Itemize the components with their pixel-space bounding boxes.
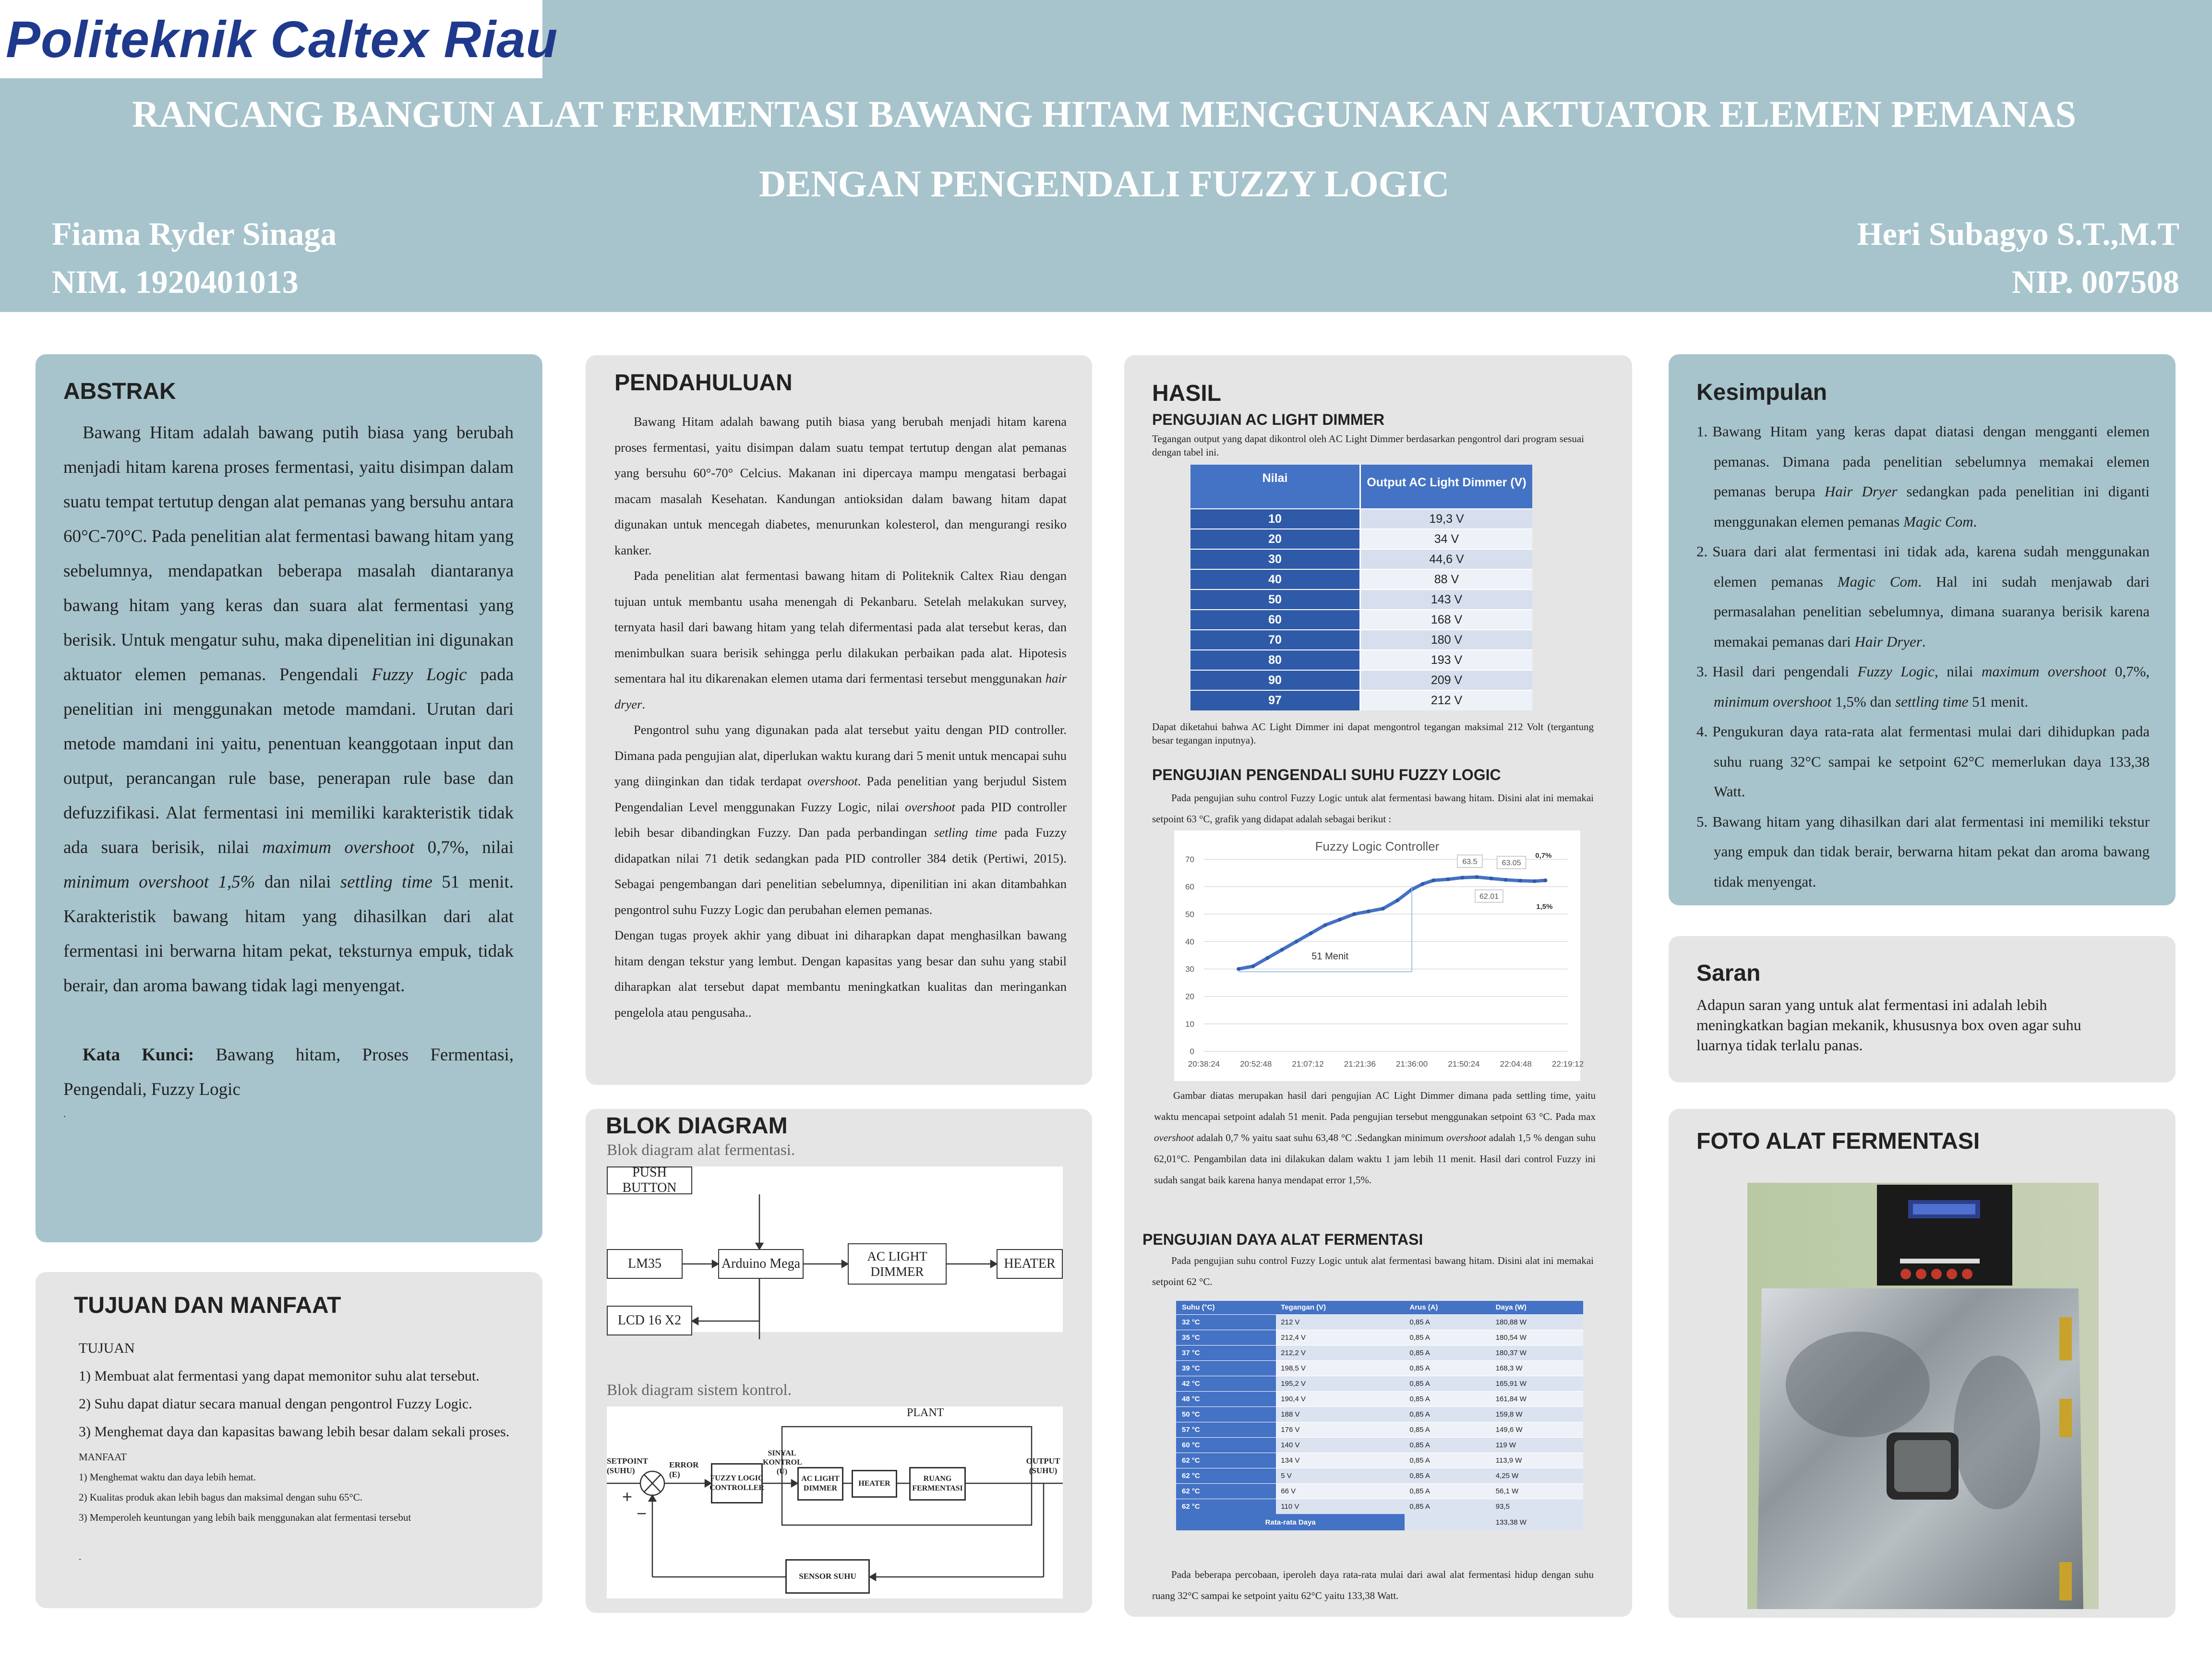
kesimpulan-item: 5. Bawang hitam yang dihasilkan dari alat fermentasi ini memiliki tekstur yang empuk dan tidak berair, berwarna hitam pekat dan aroma bawang tidak menyengat. (1696, 813, 2150, 890)
dimmer-value-cell: 30 (1190, 549, 1360, 569)
data-point (1395, 899, 1399, 902)
hasil-heading: HASIL (1152, 381, 1221, 406)
x-tick-label: 21:50:24 (1448, 1059, 1480, 1069)
manfaat-item: 1) Menghemat waktu dan daya lebih hemat. (79, 1471, 256, 1483)
daya-table-row (1176, 1391, 1583, 1407)
daya-table-cell: 113,9 W (1491, 1453, 1583, 1468)
dimmer-table-row (1190, 509, 1532, 529)
daya-table-cell: 212,4 V (1276, 1330, 1405, 1345)
y-tick-label: 20 (1185, 992, 1194, 1001)
daya-table-row (1176, 1422, 1583, 1437)
daya-table-cell: 0,85 A (1405, 1422, 1491, 1437)
control-dimmer-block: AC LIGHT DIMMER (797, 1467, 843, 1501)
dimmer-value-cell: 70 (1190, 630, 1360, 650)
fuzzy-controller-block: FUZZY LOGIC CONTROLLER (711, 1463, 763, 1503)
hasil-subheading-dimmer: PENGUJIAN AC LIGHT DIMMER (1152, 411, 1385, 428)
kesimpulan-list (1696, 417, 2150, 897)
heater-block: HEATER (997, 1249, 1063, 1279)
daya-table-cell: 35 °C (1176, 1330, 1276, 1345)
foto-panel (1669, 1109, 2176, 1618)
kesimpulan-item: 2. Suara dari alat fermentasi ini tidak ada, karena sudah menggunakan elemen pemanas Magic Com. Hal ini sudah menjawab dari permasalahan penelitian sebelumnya, dimana suaranya berisik karena memakai pemanas dari Hair Dryer. (1696, 543, 2150, 650)
saran-heading: Saran (1696, 961, 1761, 986)
data-point (1446, 878, 1450, 881)
max-overshoot-label: 0,7% (1535, 852, 1552, 860)
sinyal-kontrol-label: SINYAL KONTROL (U) (763, 1449, 802, 1476)
daya-note: Pada beberapa percobaan, iperoleh daya rata-rata mulai dari awal alat fermentasi hidup dengan suhu ruang 32°C sampai ke setpoint yaitu 62°C yaitu 133,38 Watt. (1152, 1569, 1594, 1601)
y-tick-label: 70 (1185, 855, 1194, 864)
daya-table-cell: 0,85 A (1405, 1437, 1491, 1453)
daya-table-row (1176, 1437, 1583, 1453)
dimmer-table-row (1190, 690, 1532, 710)
min-overshoot-label: 1,5% (1536, 902, 1553, 911)
x-tick-label: 21:07:12 (1292, 1059, 1324, 1069)
data-point (1460, 876, 1464, 879)
daya-table-header: Suhu (°C) (1176, 1301, 1276, 1314)
daya-table-cell: 190,4 V (1276, 1391, 1405, 1407)
blok-diagram-heading: BLOK DIAGRAM (606, 1113, 788, 1139)
daya-table-row (1176, 1499, 1583, 1514)
dimmer-table (1190, 465, 1532, 710)
dimmer-value-cell: 40 (1190, 569, 1360, 589)
daya-table-row (1176, 1330, 1583, 1345)
student-name: Fiama Ryder Sinaga (52, 216, 337, 252)
data-point (1265, 956, 1269, 960)
x-tick-label: 22:19:12 (1551, 1059, 1584, 1069)
daya-table-cell: 159,8 W (1491, 1407, 1583, 1422)
daya-table-cell: 161,84 W (1491, 1391, 1583, 1407)
hasil-subheading-daya: PENGUJIAN DAYA ALAT FERMENTASI (1142, 1231, 1423, 1248)
data-point (1338, 918, 1342, 922)
output-label: OUTPUT (SUHU) (1026, 1456, 1060, 1475)
data-point (1475, 875, 1479, 879)
daya-table-cell: 165,91 W (1491, 1376, 1583, 1391)
dimmer-output-cell: 168 V (1360, 610, 1533, 630)
blok-diagram-subtitle-1: Blok diagram alat fermentasi. (607, 1142, 795, 1159)
daya-table-cell: 62 °C (1176, 1483, 1276, 1499)
blok-diagram-panel (586, 1109, 1092, 1613)
daya-table-header: Tegangan (V) (1276, 1301, 1405, 1314)
data-point (1309, 931, 1313, 935)
dimmer-value-cell: 20 (1190, 529, 1360, 549)
data-point (1295, 939, 1298, 943)
dimmer-output-cell: 212 V (1360, 690, 1533, 710)
daya-table-cell: 5 V (1276, 1468, 1405, 1483)
header-banner (0, 0, 2212, 312)
dimmer-value-cell: 60 (1190, 610, 1360, 630)
settling-time-label: 51 Menit (1311, 951, 1349, 962)
daya-table-cell: 119 W (1491, 1437, 1583, 1453)
tujuan-label: TUJUAN (79, 1340, 135, 1356)
daya-table-cell: 140 V (1276, 1437, 1405, 1453)
data-point (1381, 907, 1385, 911)
dimmer-value-cell: 97 (1190, 690, 1360, 710)
dimmer-value-cell: 80 (1190, 650, 1360, 670)
tujuan-item: 3) Menghemat daya dan kapasitas bawang lebih besar dalam sekali proses. (79, 1424, 510, 1440)
daya-intro: Pada pengujian suhu control Fuzzy Logic untuk alat fermentasi bawang hitam. Disini alat ini memakai setpoint 62 °C. (1152, 1255, 1594, 1287)
error-label: ERROR (E) (669, 1460, 699, 1479)
daya-table-cell: 0,85 A (1405, 1314, 1491, 1330)
kata-kunci: Kata Kunci: Bawang hitam, Proses Fermentasi, Pengendali, Fuzzy Logic (63, 1045, 514, 1099)
dimmer-output-cell: 143 V (1360, 589, 1533, 610)
device-photo-illustration (1747, 1183, 2099, 1609)
tujuan-panel (36, 1272, 542, 1608)
data-point (1543, 878, 1547, 882)
daya-table-row (1176, 1376, 1583, 1391)
daya-table-cell: 198,5 V (1276, 1360, 1405, 1376)
dimmer-value-cell: 10 (1190, 509, 1360, 529)
arduino-mega-block: Arduino Mega (718, 1249, 804, 1279)
dimmer-table-row (1190, 610, 1532, 630)
chart-title: Fuzzy Logic Controller (1315, 839, 1440, 854)
x-tick-label: 20:38:24 (1188, 1059, 1220, 1069)
student-id: NIM. 1920401013 (52, 264, 299, 300)
logo-text: Politeknik Caltex Riau (6, 10, 558, 68)
data-point (1518, 879, 1522, 883)
ac-light-dimmer-block: AC LIGHT DIMMER (848, 1243, 947, 1285)
data-point (1431, 878, 1435, 882)
x-tick-label: 21:21:36 (1344, 1059, 1376, 1069)
tujuan-item: 1) Membuat alat fermentasi yang dapat memonitor suhu alat tersebut. (79, 1368, 480, 1384)
daya-table-row (1176, 1453, 1583, 1468)
chart-annotation: 62.01 (1479, 892, 1499, 901)
daya-table-header: Daya (W) (1491, 1301, 1583, 1314)
daya-table-cell: 180,37 W (1491, 1345, 1583, 1360)
daya-table-cell: 66 V (1276, 1483, 1405, 1499)
daya-table-cell: 212 V (1276, 1314, 1405, 1330)
dimmer-table-row (1190, 670, 1532, 690)
dimmer-table-row (1190, 529, 1532, 549)
fuzzy-chart (1174, 830, 1584, 1081)
daya-table-cell: 0,85 A (1405, 1453, 1491, 1468)
x-tick-label: 21:36:00 (1396, 1059, 1428, 1069)
tujuan-body: TUJUAN 1) Membuat alat fermentasi yang dapat memonitor suhu alat tersebut. 2) Suhu dapat diatur secara manual dengan pengontrol Fuzzy Logic. 3) Menghemat daya dan kapasitas bawang lebih besar dalam sekali proses. MANFAAT 1) Menghemat waktu dan daya lebih hemat. 2) Kualitas produk akan lebih bagus dan maksimal dengan suhu 65°C. 3) Memperoleh keuntungan yang lebih baik menggunakan alat fermentasi tersebut . (79, 1334, 516, 1567)
daya-table-cell: 56,1 W (1491, 1483, 1583, 1499)
chart-annotation: 63.5 (1462, 858, 1478, 866)
data-point (1280, 948, 1284, 952)
data-point (1490, 877, 1493, 880)
setpoint-label: SETPOINT (SUHU) (607, 1456, 648, 1475)
daya-table-cell: 0,85 A (1405, 1499, 1491, 1514)
data-point (1237, 967, 1240, 971)
tujuan-item: 2) Suhu dapat diatur secara manual dengan pengontrol Fuzzy Logic. (79, 1396, 472, 1412)
logo (0, 0, 558, 78)
dimmer-value-cell: 50 (1190, 589, 1360, 610)
daya-table-cell: 0,85 A (1405, 1345, 1491, 1360)
data-point (1504, 878, 1508, 882)
dimmer-table-header: Nilai (1190, 465, 1360, 509)
daya-table-row (1176, 1468, 1583, 1483)
daya-table-cell: 60 °C (1176, 1437, 1276, 1453)
control-heater-block: HEATER (852, 1470, 897, 1498)
daya-table-header: Arus (A) (1405, 1301, 1491, 1314)
chart-annotation: 63.05 (1502, 859, 1521, 867)
abstrak-heading: ABSTRAK (63, 379, 176, 404)
saran-text: Adapun saran yang untuk alat fermentasi ini adalah lebih meningkatkan bagian mekanik, khususnya box oven agar suhu luarnya tidak terlalu panas. (1696, 996, 2081, 1054)
manfaat-item: 2) Kualitas produk akan lebih bagus dan maksimal dengan suhu 65°C. (79, 1491, 363, 1503)
daya-table-cell: 180,88 W (1491, 1314, 1583, 1330)
ruang-fermentasi-block: RUANG FERMENTASI (909, 1467, 966, 1501)
daya-table-cell: 62 °C (1176, 1468, 1276, 1483)
fuzzy-description: Gambar diatas merupakan hasil dari pengujian AC Light Dimmer dimana pada settling time, yaitu waktu mencapai setpoint adalah 51 menit. Pada pengujian tersebut menggunakan setpoint 63 °C. Pada max overshoot adalah 0,7 % yaitu saat suhu 63,48 °C .Sedangkan minimum overshoot adalah 1,5 % dengan suhu 62,01°C. Pengambilan data ini dilakukan dalam waktu 1 jam lebih 11 menit. Hasil dari control Fuzzy ini sudah sangat baik karena hanya mendapat error 1,5%. (1154, 1090, 1596, 1186)
dimmer-value-cell: 90 (1190, 670, 1360, 690)
dimmer-table-row (1190, 650, 1532, 670)
dimmer-output-cell: 193 V (1360, 650, 1533, 670)
daya-table-cell: 195,2 V (1276, 1376, 1405, 1391)
dimmer-output-cell: 44,6 V (1360, 549, 1533, 569)
y-tick-label: 50 (1185, 910, 1194, 919)
svg-text:+: + (622, 1487, 633, 1506)
hasil-panel (1124, 355, 1632, 1617)
daya-table-cell: 4,25 W (1491, 1468, 1583, 1483)
blok-diagram-subtitle-2: Blok diagram sistem kontrol. (607, 1382, 792, 1399)
plant-label: PLANT (907, 1407, 944, 1419)
daya-table-cell: 0,85 A (1405, 1391, 1491, 1407)
pendahuluan-heading: PENDAHULUAN (614, 370, 793, 396)
tujuan-heading: TUJUAN DAN MANFAAT (74, 1293, 341, 1318)
dimmer-output-cell: 180 V (1360, 630, 1533, 650)
daya-table-cell: 0,85 A (1405, 1468, 1491, 1483)
kesimpulan-heading: Kesimpulan (1696, 380, 1827, 405)
manfaat-label: MANFAAT (79, 1451, 127, 1463)
y-tick-label: 40 (1185, 937, 1194, 947)
daya-table-cell: 180,54 W (1491, 1330, 1583, 1345)
daya-table-cell: 0,85 A (1405, 1360, 1491, 1376)
dimmer-table-header: Output AC Light Dimmer (V) (1360, 465, 1533, 509)
data-point (1421, 882, 1425, 886)
daya-table (1176, 1301, 1583, 1530)
daya-table-cell: 134 V (1276, 1453, 1405, 1468)
data-point (1367, 910, 1370, 914)
poster-title-line-2: DENGAN PENGENDALI FUZZY LOGIC (758, 163, 1450, 204)
sensor-suhu-block: SENSOR SUHU (785, 1559, 870, 1594)
daya-table-cell: 50 °C (1176, 1407, 1276, 1422)
advisor-id: NIP. 007508 (2012, 264, 2179, 300)
svg-text:−: − (637, 1503, 647, 1523)
daya-table-cell: 62 °C (1176, 1499, 1276, 1514)
dimmer-output-cell: 88 V (1360, 569, 1533, 589)
daya-table-cell: 149,6 W (1491, 1422, 1583, 1437)
dimmer-note: Dapat diketahui bahwa AC Light Dimmer ini dapat mengontrol tegangan maksimal 212 Volt (tergantung besar tegangan inputnya). (1152, 721, 1594, 746)
daya-table-cell: 48 °C (1176, 1391, 1276, 1407)
daya-table-cell: 176 V (1276, 1422, 1405, 1437)
dimmer-output-cell: 19,3 V (1360, 509, 1533, 529)
data-point (1352, 912, 1356, 916)
daya-table-cell: 188 V (1276, 1407, 1405, 1422)
fuzzy-chart-svg (1174, 830, 1584, 1081)
daya-table-cell: 0,85 A (1405, 1483, 1491, 1499)
lcd-arrow (607, 1166, 760, 1332)
hasil-subheading-fuzzy: PENGUJIAN PENGENDALI SUHU FUZZY LOGIC (1152, 766, 1501, 783)
dimmer-table-row (1190, 589, 1532, 610)
dimmer-table-row (1190, 569, 1532, 589)
y-tick-label: 60 (1185, 882, 1194, 892)
daya-table-cell: 39 °C (1176, 1360, 1276, 1376)
kesimpulan-item: 1. Bawang Hitam yang keras dapat diatasi dengan mengganti elemen pemanas. Dimana pada penelitian sebelumnya memakai elemen pemanas berupa Hair Dryer sedangkan pada penelitian ini diganti menggunakan elemen pemanas Magic Com. (1696, 423, 2150, 530)
daya-table-cell: 168,3 W (1491, 1360, 1583, 1376)
daya-average-label: Rata-rata Daya (1176, 1514, 1405, 1530)
poster-title-line-1: RANCANG BANGUN ALAT FERMENTASI BAWANG HITAM MENGGUNAKAN AKTUATOR ELEMEN PEMANAS (132, 93, 2076, 135)
daya-table-cell: 0,85 A (1405, 1407, 1491, 1422)
daya-table-cell: 57 °C (1176, 1422, 1276, 1437)
data-point (1251, 964, 1255, 968)
y-tick-label: 0 (1190, 1047, 1194, 1056)
daya-average-value: 133,38 W (1491, 1514, 1583, 1530)
daya-table-row (1176, 1314, 1583, 1330)
manfaat-item: 3) Memperoleh keuntungan yang lebih baik menggunakan alat fermentasi tersebut (79, 1512, 411, 1523)
push-button-block: PUSH BUTTON (607, 1166, 692, 1194)
dimmer-output-cell: 34 V (1360, 529, 1533, 549)
advisor-name: Heri Subagyo S.T.,M.T (1857, 216, 2179, 252)
y-tick-label: 10 (1185, 1019, 1194, 1029)
daya-table-row (1176, 1360, 1583, 1376)
daya-table-cell: 0,85 A (1405, 1376, 1491, 1391)
kesimpulan-item: 3. Hasil dari pengendali Fuzzy Logic, nilai maximum overshoot 0,7%, minimum overshoot 1,5% dan settling time 51 menit. (1696, 663, 2150, 710)
daya-table-cell: 110 V (1276, 1499, 1405, 1514)
daya-table-cell: 37 °C (1176, 1345, 1276, 1360)
daya-table-row (1176, 1345, 1583, 1360)
daya-table-cell: 62 °C (1176, 1453, 1276, 1468)
kesimpulan-item: 4. Pengukuran daya rata-rata alat fermentasi mulai dari dihidupkan pada suhu ruang 32°C sampai ke setpoint 62°C memerlukan daya 133,38 Watt. (1696, 723, 2150, 800)
saran-panel (1669, 936, 2176, 1082)
dimmer-output-cell: 209 V (1360, 670, 1533, 690)
pendahuluan-panel (586, 355, 1092, 1085)
foto-heading: FOTO ALAT FERMENTASI (1696, 1129, 1980, 1154)
fermentation-device-photo (1747, 1183, 2099, 1609)
daya-table-cell: 212,2 V (1276, 1345, 1405, 1360)
device-block-diagram (607, 1166, 1063, 1332)
data-point (1533, 879, 1537, 883)
x-tick-label: 20:52:48 (1240, 1059, 1272, 1069)
data-point (1323, 923, 1327, 927)
abstrak-body: Bawang Hitam adalah bawang putih biasa yang berubah menjadi hitam karena proses fermentasi, yaitu disimpan dalam suatu tempat tertutup dengan alat pemanas yang bersuhu antara 60°C-70°C. Pada penelitian alat fermentasi bawang hitam yang sebelumnya, mendapatkan beberapa masalah diantaranya bawang hitam yang keras dan suara alat fermentasi yang berisik. Untuk mengatur suhu, maka dipenelitian ini digunakan aktuator elemen pemanas. Pengendali Fuzzy Logic pada penelitian ini menggunakan metode mamdani. Urutan dari metode mamdani ini yaitu, penentuan keanggotaan input dan output, perancangan rule base, penerapan rule base dan defuzzifikasi. Alat fermentasi ini memiliki karakteristik tidak ada suara berisik, nilai maximum overshoot 0,7%, nilai minimum overshoot 1,5% dan nilai settling time 51 menit. Karakteristik bawang hitam yang dihasilkan dari alat fermentasi ini berwarna hitam pekat, teksturnya empuk, tidak berair, dan aroma bawang tidak lagi menyengat. Kata Kunci: Bawang hitam, Proses Fermentasi, Pengendali, Fuzzy Logic . (63, 423, 514, 1119)
daya-table-cell: 93,5 (1491, 1499, 1583, 1514)
daya-table-cell: 0,85 A (1405, 1330, 1491, 1345)
daya-table-row (1176, 1407, 1583, 1422)
dimmer-table-row (1190, 630, 1532, 650)
kesimpulan-panel (1669, 354, 2176, 905)
lcd-block: LCD 16 X2 (607, 1306, 692, 1335)
y-tick-label: 30 (1185, 964, 1194, 974)
x-tick-label: 22:04:48 (1500, 1059, 1532, 1069)
control-block-diagram (607, 1407, 1063, 1599)
lm35-block: LM35 (607, 1249, 683, 1279)
dimmer-intro: Tegangan output yang dapat dikontrol oleh AC Light Dimmer berdasarkan pengontrol dari program sesuai dengan tabel ini. (1152, 433, 1584, 458)
pendahuluan-body: Bawang Hitam adalah bawang putih biasa yang berubah menjadi hitam karena proses fermentasi, yaitu disimpan dalam suatu tempat tertutup dengan alat pemanas yang bersuhu 60°-70° Celcius. Makanan ini dipercaya mampu mengatasi berbagai macam masalah Kesehatan. Kandungan antioksidan dalam bawang hitam dapat digunakan untuk mencegah diabetes, menurunkan kolesterol, dan mengurangi resiko kanker. Pada penelitian alat fermentasi bawang hitam di Politeknik Caltex Riau dengan tujuan untuk membantu usaha menengah di Pekanbaru. Setelah melakukan survey, ternyata hasil dari bawang hitam yang telah difermentasi pada alat tersebut keras, dan menimbulkan suara berisik sehingga perlu dilakukan perbaikan pada alat. Hipotesis sementara hal itu dikarenakan elemen utama dari fermentasi tersebut menggunakan hair dryer. Pengontrol suhu yang digunakan pada alat tersebut yaitu dengan PID controller. Dimana pada pengujian alat, diperlukan waktu kurang dari 5 menit untuk mencapai suhu yang diinginkan dan tidak terdapat overshoot. Pada penelitian yang berjudul Sistem Pengendalian Level menggunakan Fuzzy Logic, nilai overshoot pada PID controller lebih besar dibandingkan Fuzzy. Dan pada perbandingan setling time pada Fuzzy didapatkan nilai 71 detik sedangkan pada PID controller 384 detik (Pertiwi, 2015). Sebagai pengembangan dari penelitian sebelumnya, dipenilitian ini akan ditambahkan pengontrol suhu Fuzzy Logic dan perubahan elemen pemanas. Dengan tugas proyek akhir yang dibuat ini diharapkan dapat menghasilkan bawang hitam dengan tekstur yang lembut. Dengan kapasitas yang besar dan suhu yang stabil diharapkan alat tersebut dapat membantu meningkatkan kualitas dan meringankan pengelola atau pengusaha.. (614, 414, 1067, 1020)
daya-table-cell: 42 °C (1176, 1376, 1276, 1391)
fuzzy-intro: Pada pengujian suhu control Fuzzy Logic untuk alat fermentasi bawang hitam. Disini alat ini memakai setpoint 63 °C, grafik yang didapat adalah sebagai berikut : (1152, 792, 1594, 825)
daya-table-row (1176, 1483, 1583, 1499)
daya-table-cell: 32 °C (1176, 1314, 1276, 1330)
dimmer-table-row (1190, 549, 1532, 569)
abstrak-panel (36, 354, 542, 1242)
